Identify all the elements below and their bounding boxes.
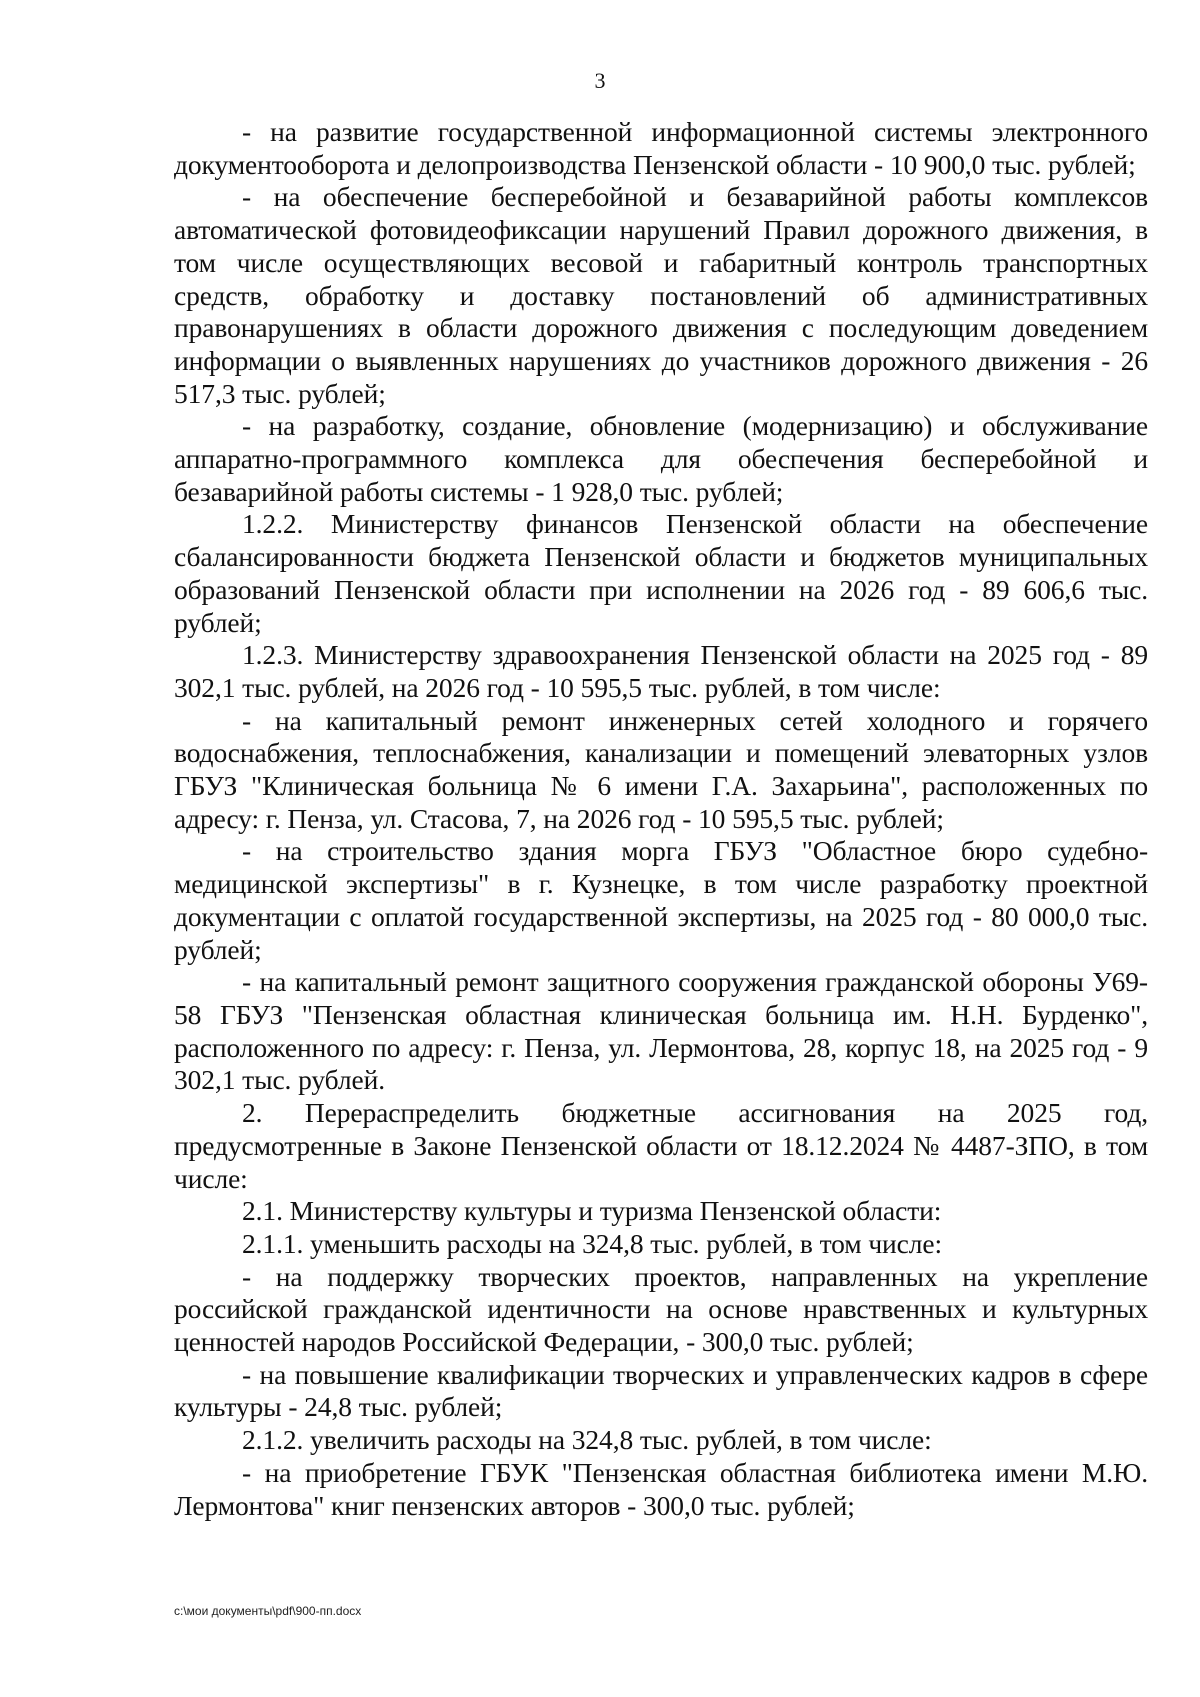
paragraph-11: 2.1.1. уменьшить расходы на 324,8 тыс. рублей, в том числе: <box>242 1227 943 1259</box>
paragraph-6: - на капитальный ремонт инженерных сетей холодного и горячего водоснабжения, теплоснабжения, канализации и помещений элеваторных узлов ГБУЗ "Клиническая больница № 6 имени Г.А. Захарьина", расположенных по адресу: г. Пенза, ул. Стасова, 7, на 2026 год - 10 595,5 тыс. рублей; <box>174 704 1148 834</box>
paragraph-13: - на повышение квалификации творческих и управленческих кадров в сфере культуры - 24,8 тыс. рублей; <box>174 1358 1148 1423</box>
paragraph-15: - на приобретение ГБУК "Пензенская областная библиотека имени М.Ю. Лермонтова" книг пензенских авторов - 300,0 тыс. рублей; <box>174 1456 1148 1521</box>
paragraph-8: - на капитальный ремонт защитного сооружения гражданской обороны У69-58 ГБУЗ "Пензенская областная клиническая больница им. Н.Н. Бурденко", расположенного по адресу: г. Пенза, ул. Лермонтова, 28, корпус 18, на 2025 год - 9 302,1 тыс. рублей. <box>174 966 1148 1096</box>
paragraph-4: 1.2.2. Министерству финансов Пензенской области на обеспечение сбалансированности бюджета Пензенской области и бюджетов муниципальных образований Пензенской области при исполнении на 2026 год - 89 606,6 тыс. рублей; <box>174 508 1148 638</box>
footer-file-path: c:\мои документы\pdf\900-пп.docx <box>174 1604 362 1618</box>
paragraph-1: - на развитие государственной информационной системы электронного документооборота и делопроизводства Пензенской области - 10 900,0 тыс. рублей; <box>174 116 1148 180</box>
paragraph-2: - на обеспечение бесперебойной и безаварийной работы комплексов автоматической фотовидеофиксации нарушений Правил дорожного движения, в том числе осуществляющих весовой и габаритный контроль транспортных средств, обработку и доставку постановлений об административных правонарушениях в области дорожного движения с последующим доведением информации о выявленных нарушениях до участников дорожного движения - 26 517,3 тыс. рублей; <box>174 181 1148 409</box>
paragraph-14: 2.1.2. увеличить расходы на 324,8 тыс. рублей, в том числе: <box>242 1424 932 1456</box>
page-number: 3 <box>594 68 606 93</box>
paragraph-5: 1.2.3. Министерству здравоохранения Пензенской области на 2025 год - 89 302,1 тыс. рублей, на 2026 год - 10 595,5 тыс. рублей, в том числе: <box>174 639 1148 703</box>
paragraph-9: 2. Перераспределить бюджетные ассигнования на 2025 год, предусмотренные в Законе Пензенской области от 18.12.2024 № 4487-ЗПО, в том числе: <box>174 1097 1148 1194</box>
paragraph-3: - на разработку, создание, обновление (модернизацию) и обслуживание аппаратно-программного комплекса для обеспечения бесперебойной и безаварийной работы системы - 1 928,0 тыс. рублей; <box>174 410 1148 507</box>
paragraph-7: - на строительство здания морга ГБУЗ "Областное бюро судебно-медицинской экспертизы" в г. Кузнецке, в том числе разработку проектной документации с оплатой государственной экспертизы, на 2025 год - 80 000,0 тыс. рублей; <box>174 835 1148 965</box>
document-body <box>174 116 1148 1522</box>
paragraph-12: - на поддержку творческих проектов, направленных на укрепление российской гражданской идентичности на основе нравственных и культурных ценностей народов Российской Федерации, - 300,0 тыс. рублей; <box>174 1260 1148 1358</box>
paragraph-10: 2.1. Министерству культуры и туризма Пензенской области: <box>242 1195 942 1227</box>
